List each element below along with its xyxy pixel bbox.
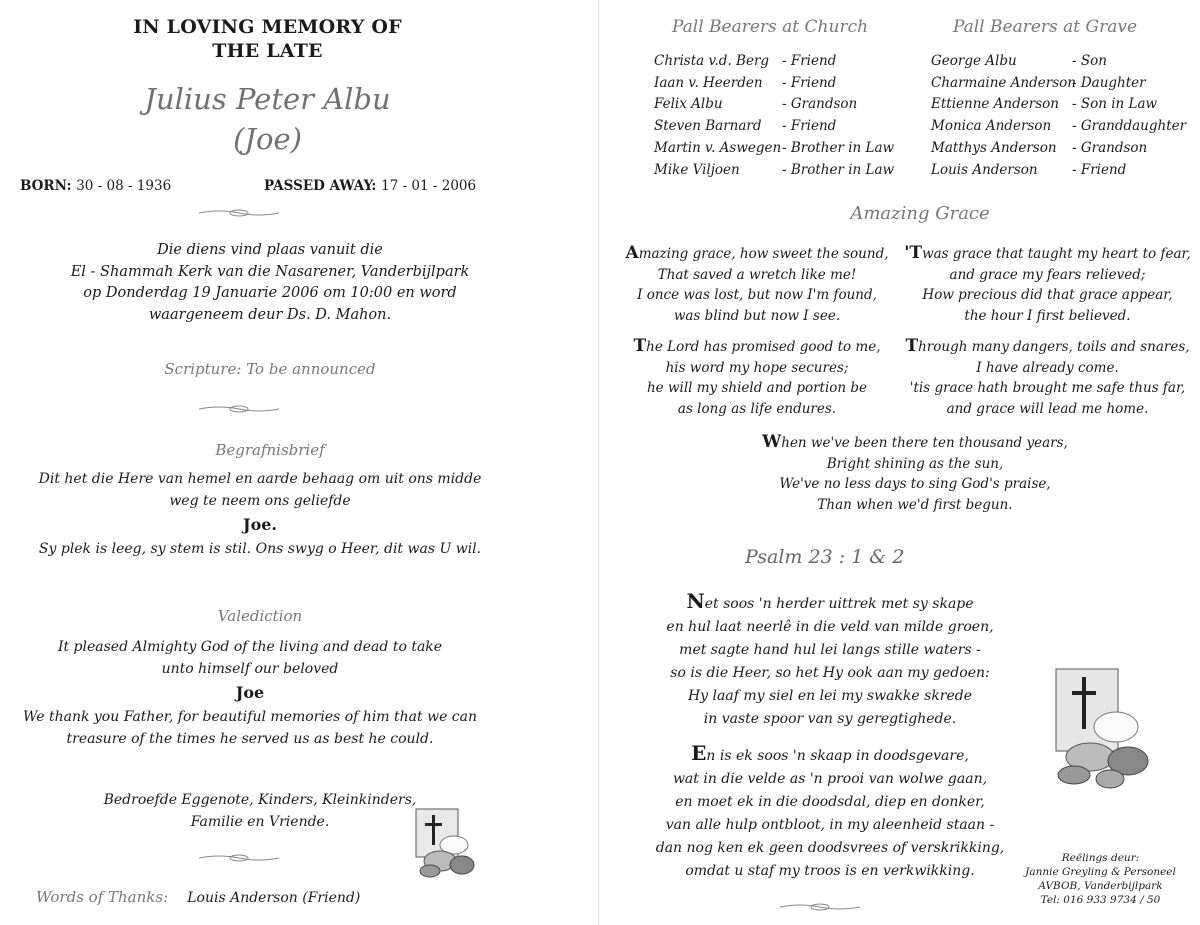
verse-line: was blind but now I see. <box>673 307 841 324</box>
psalm-line: van alle hulp ontbloot, in my aleenheid staan - <box>665 817 995 833</box>
passed-date: 17 - 01 - 2006 <box>381 178 477 194</box>
service-line: Die diens vind plaas vanuit die <box>157 242 383 258</box>
born-label: BORN: <box>20 178 72 194</box>
church-bearer <box>654 51 914 73</box>
bearer-name: Martin v. Aswegen <box>654 139 782 156</box>
psalm-line: so is die Heer, so het Hy ook aan my gedoen: <box>670 665 990 681</box>
bearer-role: - Friend <box>1072 161 1127 178</box>
church-bearer <box>654 160 914 182</box>
bearer-role: - Son <box>1072 53 1107 69</box>
grave-bearer <box>931 94 1193 116</box>
credits-line: Tel: 016 933 9734 / 50 <box>1040 894 1161 906</box>
psalm-line: n is ek soos 'n skaap in doodsgevare, <box>706 748 969 764</box>
drop-cap: 'T <box>904 243 923 263</box>
page-fold <box>598 0 599 925</box>
valediction-name: Joe <box>235 683 265 702</box>
cross-flower-icon <box>1050 665 1160 795</box>
born-line <box>20 178 171 194</box>
psalm-title: Psalm 23 : 1 & 2 <box>745 546 905 568</box>
grave-bearer <box>931 73 1193 95</box>
drop-cap: A <box>625 243 639 263</box>
family-line: Familie en Vriende. <box>190 814 330 830</box>
verse-line: was grace that taught my heart to fear, <box>922 246 1191 262</box>
ornament-divider <box>780 902 860 912</box>
verse-line: and grace my fears relieved; <box>949 266 1146 283</box>
bearer-role: - Granddaughter <box>1072 118 1187 135</box>
funeral-credits <box>1018 851 1183 907</box>
hymn-verse-4 <box>900 336 1195 419</box>
verse-line: 'tis grace hath brought me safe thus far, <box>909 380 1186 396</box>
psalm-line: Hy laaf my siel en lei my swakke skrede <box>687 688 973 704</box>
bearer-role: - Friend <box>782 53 837 69</box>
thanks-label: Words of Thanks: <box>36 888 169 906</box>
credits-line: Jannie Greyling & Personeel <box>1025 866 1176 878</box>
valediction-closing: We thank you Father, for beautiful memories of him that we can <box>22 709 478 725</box>
service-line: El - Shammah Kerk van die Nasarener, Vanderbijlpark <box>70 263 470 280</box>
psalm-stanza-2 <box>640 742 1020 883</box>
deceased-nickname: (Joe) <box>233 122 302 156</box>
bearer-name: Ettienne Anderson <box>931 96 1059 113</box>
church-bearers-title: Pall Bearers at Church <box>671 17 869 37</box>
service-line: waargeneem deur Ds. D. Mahon. <box>148 306 392 323</box>
verse-line: mazing grace, how sweet the sound, <box>638 246 889 262</box>
passed-line <box>264 178 476 194</box>
begrafnisbrief-name: Joe. <box>243 515 277 534</box>
deceased-name: Julius Peter Albu <box>144 82 391 116</box>
verse-line: That saved a wretch like me! <box>657 266 857 283</box>
verse-line: I have already come. <box>976 359 1119 376</box>
hymn-title: Amazing Grace <box>850 203 990 224</box>
verse-line: as long as life endures. <box>677 400 837 417</box>
ornament-divider <box>199 853 279 863</box>
psalm-line: in vaste spoor van sy geregtighede. <box>703 711 957 727</box>
grave-bearer <box>931 138 1193 160</box>
hymn-verse-1 <box>612 243 902 326</box>
grave-bearer <box>931 160 1193 182</box>
verse-line: and grace will lead me home. <box>946 400 1149 417</box>
verse-line: Bright shining as the sun, <box>826 455 1004 472</box>
ornament-divider <box>199 404 279 414</box>
begrafnisbrief-line: Dit het die Here van hemel en aarde behaag om uit ons midde <box>38 471 482 487</box>
thanks-line <box>36 887 360 909</box>
bearer-role: - Grandson <box>782 96 858 113</box>
verse-line: hrough many dangers, toils and snares, <box>918 339 1190 355</box>
bearer-name: Iaan v. Heerden <box>654 74 763 91</box>
bearer-name: Monica Anderson <box>931 118 1052 135</box>
bearer-role: - Son in Law <box>1072 96 1158 113</box>
credits-line: AVBOB, Vanderbijlpark <box>1038 880 1163 892</box>
drop-cap: T <box>633 336 647 356</box>
heading-line-2: THE LATE <box>212 40 323 62</box>
begrafnisbrief-title: Begrafnisbrief <box>215 441 325 459</box>
begrafnisbrief-text <box>0 468 520 560</box>
bearer-name: Charmaine Anderson <box>931 74 1076 91</box>
verse-line: he Lord has promised good to me, <box>646 339 881 355</box>
service-details <box>10 240 530 326</box>
psalm-stanza-1 <box>640 590 1020 731</box>
church-bearer <box>654 116 914 138</box>
bearer-name: Steven Barnard <box>654 118 762 135</box>
grave-bearers-list <box>931 51 1193 181</box>
psalm-line: omdat u staf my troos is en verkwikking. <box>685 863 975 879</box>
scripture-line: Scripture: To be announced <box>164 360 376 378</box>
valediction-title: Valediction <box>217 607 303 625</box>
psalm-line: wat in die velde as 'n prooi van wolwe gaan, <box>672 771 988 787</box>
passed-label: PASSED AWAY: <box>264 178 377 194</box>
verse-line: I once was lost, but now I'm found, <box>637 287 877 303</box>
born-date: 30 - 08 - 1936 <box>76 178 172 194</box>
memorial-heading <box>100 16 435 62</box>
bearer-role: - Brother in Law <box>782 161 895 178</box>
thanks-value: Louis Anderson (Friend) <box>187 890 361 906</box>
psalm-line: met sagte hand hul lei langs stille waters - <box>679 642 981 658</box>
psalm-line: en moet ek in die doodsdal, diep en donker, <box>675 794 985 810</box>
valediction-closing: treasure of the times he served us as best he could. <box>66 731 434 747</box>
hymn-verse-3 <box>612 336 902 419</box>
heading-line-1: IN LOVING MEMORY OF <box>133 16 402 38</box>
verse-line: Than when we'd first begun. <box>817 496 1013 513</box>
psalm-line: et soos 'n herder uittrek met sy skape <box>704 596 974 612</box>
hymn-verse-5 <box>745 432 1085 515</box>
bearer-name: Matthys Anderson <box>931 139 1057 156</box>
service-line: op Donderdag 19 Januarie 2006 om 10:00 en word <box>83 285 457 301</box>
valediction-line: unto himself our beloved <box>161 661 339 677</box>
drop-cap: W <box>762 432 782 452</box>
verse-line: he will my shield and portion be <box>646 380 868 396</box>
hymn-verse-2 <box>900 243 1195 326</box>
church-bearer <box>654 94 914 116</box>
ornament-divider <box>199 208 279 218</box>
cross-flower-icon <box>410 805 482 880</box>
verse-line: How precious did that grace appear, <box>922 287 1173 303</box>
verse-line: We've no less days to sing God's praise, <box>779 476 1051 492</box>
bearer-name: Christa v.d. Berg <box>654 53 770 69</box>
grave-bearers-title: Pall Bearers at Grave <box>952 17 1138 37</box>
verse-line: hen we've been there ten thousand years, <box>781 435 1068 451</box>
verse-line: the hour I first believed. <box>964 307 1131 324</box>
credits-line: Reëlings deur: <box>1061 852 1140 864</box>
grave-bearer <box>931 116 1193 138</box>
bearer-role: - Daughter <box>1072 74 1146 91</box>
begrafnisbrief-closing: Sy plek is leeg, sy stem is stil. Ons swyg o Heer, dit was U wil. <box>38 541 482 557</box>
bearer-role: - Grandson <box>1072 139 1148 156</box>
bearer-role: - Friend <box>782 118 837 135</box>
valediction-line: It pleased Almighty God of the living and dead to take <box>57 639 443 655</box>
bearer-name: George Albu <box>931 53 1017 69</box>
family-line: Bedroefde Eggenote, Kinders, Kleinkinders, <box>103 792 417 808</box>
bearer-role: - Friend <box>782 74 837 91</box>
church-bearers-list <box>654 51 914 181</box>
bearer-name: Louis Anderson <box>931 161 1038 178</box>
psalm-line: dan nog ken ek geen doodsvrees of verskrikking, <box>655 840 1005 856</box>
bearer-role: - Brother in Law <box>782 139 895 156</box>
begrafnisbrief-line: weg te neem ons geliefde <box>169 493 351 509</box>
drop-cap: E <box>691 741 707 765</box>
grave-bearer <box>931 51 1193 73</box>
bearer-name: Mike Viljoen <box>654 161 740 178</box>
church-bearer <box>654 138 914 160</box>
church-bearer <box>654 73 914 95</box>
psalm-line: en hul laat neerlê in die veld van milde groen, <box>666 619 994 635</box>
verse-line: his word my hope secures; <box>665 359 849 376</box>
drop-cap: N <box>686 589 705 613</box>
bearer-name: Felix Albu <box>654 96 723 113</box>
drop-cap: T <box>905 336 919 356</box>
valediction-text <box>0 636 500 750</box>
